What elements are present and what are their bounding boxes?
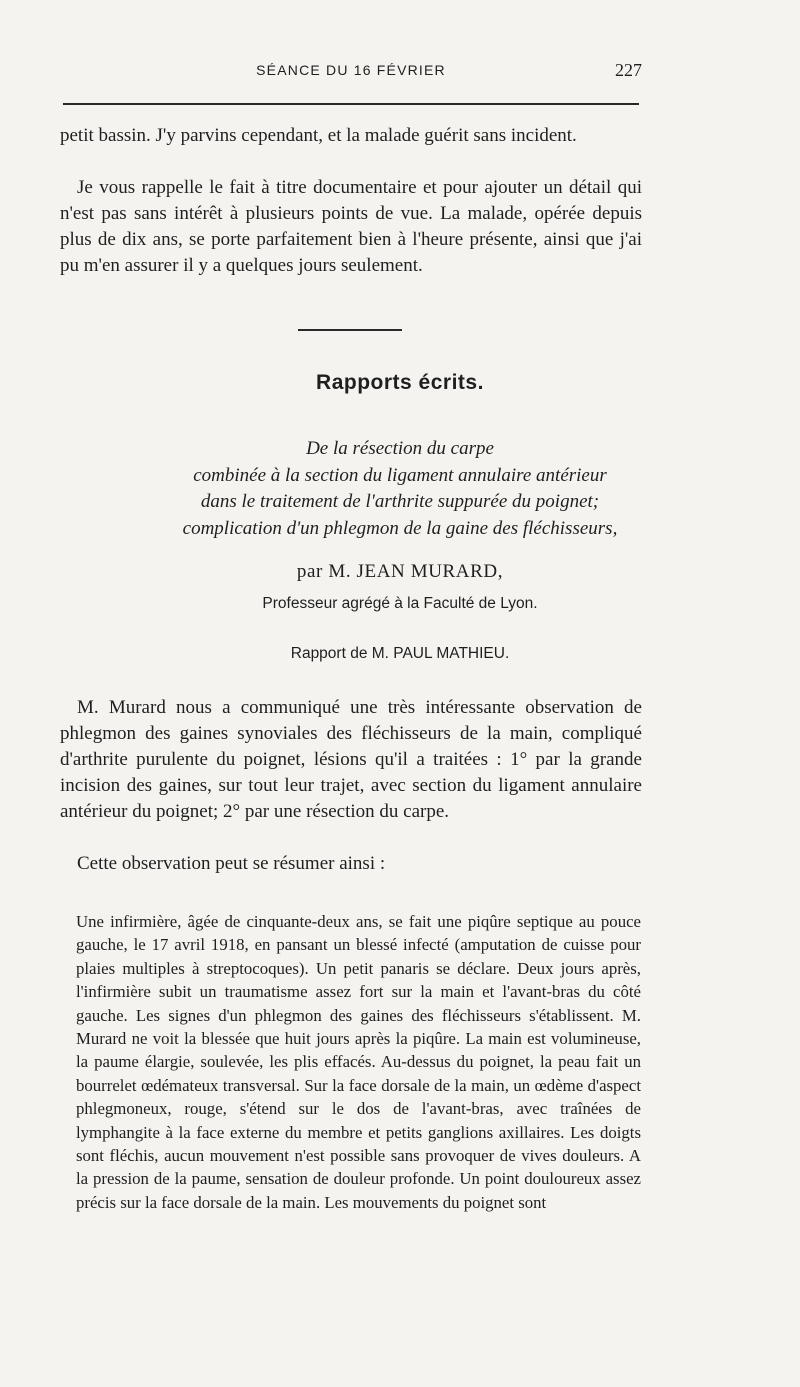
article-title-line: De la résection du carpe — [306, 438, 494, 459]
article-author: par M. JEAN MURARD, — [296, 561, 504, 582]
article-title-line: complication d'un phlegmon de la gaine des fléchisseurs, — [182, 517, 618, 539]
opening-paragraph-1: petit bassin. J'y parvins cependant, et la malade guérit sans incident. — [60, 125, 577, 146]
report-by: Rapport de M. PAUL MATHIEU. — [290, 645, 510, 662]
page-header — [60, 62, 642, 86]
author-affiliation: Professeur agrégé à la Faculté de Lyon. — [262, 595, 538, 612]
opening-paragraph-2: Je vous rappelle le fait à titre documentaire et pour ajouter un détail qui n'est pas sans intérêt à plusieurs points de vue. La malade, opérée depuis plus de dix ans, se porte parfaitement bien à l'heure présente, ainsi que j'ai pu m'en assurer il y a quelques jours seulement. — [60, 177, 642, 276]
body-paragraph-1: M. Murard nous a communiqué une très intéressante observation de phlegmon des gaines synoviales des fléchisseurs de la main, compliqué d'arthrite purulente du poignet, lésions qu'il a traitées : 1° par la grande incision des gaines, sur tout leur trajet, avec section du ligament annulaire antérieur du poignet; 2° par une résection du carpe. — [60, 697, 642, 822]
body-paragraph-2: Cette observation peut se résumer ainsi : — [77, 853, 386, 874]
article-title — [40, 436, 760, 542]
header-rule — [63, 103, 639, 105]
section-divider — [298, 329, 402, 331]
article-title-line: dans le traitement de l'arthrite suppurée du poignet; — [200, 491, 600, 512]
article-title-line: combinée à la section du ligament annulaire antérieur — [193, 464, 607, 486]
page-number: 227 — [615, 60, 642, 80]
section-title: Rapports écrits. — [316, 371, 484, 394]
running-head: SÉANCE DU 16 FÉVRIER — [256, 62, 446, 78]
case-report: Une infirmière, âgée de cinquante-deux ans, se fait une piqûre septique au pouce gauche, le 17 avril 1918, en pansant un blessé infecté (amputation de cuisse pour plaies multiples à streptocoques). Un petit panaris se déclare. Deux jours après, l'infirmière subit un traumatisme assez fort sur la main et l'avant-bras du côté gauche. Les signes d'un phlegmon des gaines des fléchisseurs s'établissent. M. Murard ne voit la blessée que huit jours après la piqûre. La main est volumineuse, la paume élargie, soulevée, les plis effacés. Au-dessus du poignet, la peau fait un bourrelet œdémateux transversal. Sur la face dorsale de la main, un œdème d'aspect phlegmoneux, rouge, s'étend sur le dos de l'avant-bras, avec traînées de lymphangite à la face externe du membre et petits ganglions axillaires. Les doigts sont fléchis, aucun mouvement n'est possible sans provoquer de vives douleurs. A la pression de la paume, sensation de douleur profonde. Un point douloureux assez précis sur la face dorsale de la main. Les mouvements du poignet sont — [76, 912, 641, 1212]
